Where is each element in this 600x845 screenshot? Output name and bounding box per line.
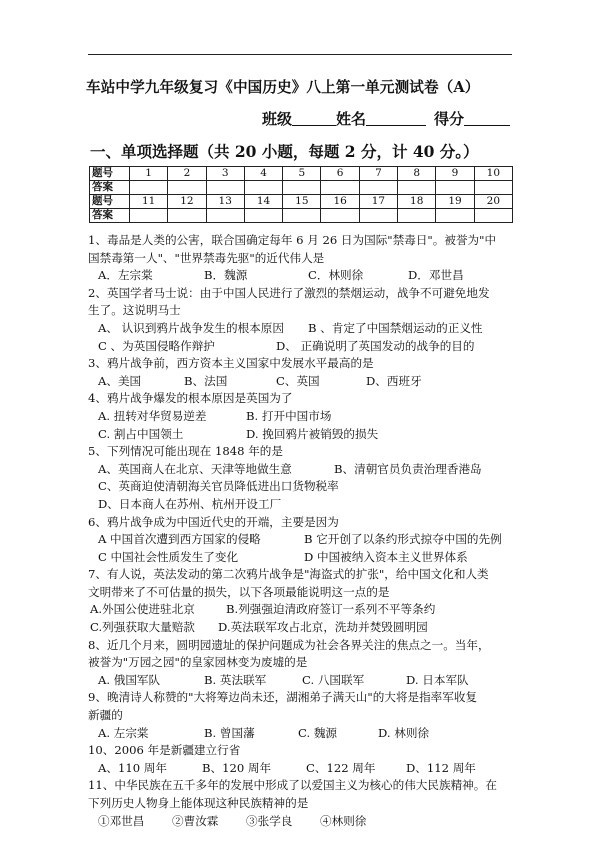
class-label: 班级	[262, 110, 293, 128]
answer-cell[interactable]	[474, 181, 512, 195]
option: B、120 周年	[202, 760, 272, 775]
row-label: 答案	[90, 181, 130, 195]
question-number: 3	[206, 167, 244, 181]
question-number: 11	[130, 195, 168, 209]
table-row	[90, 181, 513, 195]
question-stem: 6、鸦片战争成为中国近代史的开端，主要是因为	[88, 514, 339, 529]
option: ②曹汝霖	[172, 813, 219, 828]
option: B、法国	[184, 373, 228, 388]
option-row	[88, 531, 518, 549]
option: C、英商迫使清朝海关官员降低进出口货物税率	[98, 479, 339, 494]
option-row	[88, 760, 518, 778]
option: C、122 周年	[306, 760, 376, 775]
option-row	[88, 813, 518, 831]
option: B 它开创了以条约形式掠夺中国的先例	[304, 532, 502, 547]
option-row	[88, 672, 518, 690]
option: A．左宗棠	[98, 268, 153, 283]
table-row	[90, 209, 513, 223]
option: A.外国公使进驻北京	[90, 602, 195, 617]
question-stem: 11、中华民族在五千多年的发展中形成了以爱国主义为核心的伟大民族精神。在	[88, 778, 497, 793]
student-info-line	[262, 108, 510, 129]
option: B 、肯定了中国禁烟运动的正义性	[308, 320, 483, 335]
answer-cell[interactable]	[168, 181, 206, 195]
question-stem: 下列历史人物身上能体现这种民族精神的是	[88, 796, 309, 810]
option-row	[88, 549, 518, 567]
table-row	[90, 167, 513, 181]
name-blank[interactable]	[366, 110, 426, 126]
option: A. 俄国军队	[98, 672, 161, 687]
option: B. 曾国藩	[204, 725, 255, 740]
option-row	[88, 408, 518, 426]
answer-cell[interactable]	[436, 181, 474, 195]
row-label: 题号	[90, 195, 130, 209]
option: ①邓世昌	[98, 813, 145, 828]
option: D、 正确说明了英国发动的战争的目的	[276, 338, 475, 353]
top-rule	[88, 54, 512, 55]
option: B.列强强迫清政府签订一系列不平等条约	[226, 602, 436, 617]
answer-cell[interactable]	[436, 209, 474, 223]
answer-cell[interactable]	[206, 181, 244, 195]
question-number: 15	[283, 195, 321, 209]
answer-cell[interactable]	[474, 209, 512, 223]
table-row	[90, 195, 513, 209]
question-stem: 新疆的	[88, 708, 123, 723]
question-stem: 生了。这说明马士	[88, 303, 181, 318]
option: C、英国	[276, 373, 320, 388]
score-label: 得分	[434, 110, 465, 128]
question-number: 7	[359, 167, 397, 181]
score-blank[interactable]	[464, 110, 510, 126]
question-stem: 4、鸦片战争爆发的根本原因是英国为了	[88, 391, 293, 406]
option: A. 左宗棠	[98, 725, 149, 740]
option: A 中国首次遭到西方国家的侵略	[98, 532, 261, 547]
option: D、日本商人在苏州、杭州开设工厂	[98, 496, 282, 511]
option: A. 扭转对华贸易逆差	[98, 408, 207, 423]
question-number: 13	[206, 195, 244, 209]
exam-title: 车站中学九年级复习《中国历史》八上第一单元测试卷（A）	[86, 79, 480, 96]
answer-cell[interactable]	[244, 181, 282, 195]
answer-cell[interactable]	[244, 209, 282, 223]
answer-cell[interactable]	[283, 181, 321, 195]
answer-cell[interactable]	[168, 209, 206, 223]
question-number: 18	[398, 195, 436, 209]
option-row	[88, 725, 518, 743]
option-row	[88, 267, 518, 285]
answer-cell[interactable]	[283, 209, 321, 223]
answer-cell[interactable]	[130, 209, 168, 223]
option: A、美国	[98, 373, 142, 388]
option: D. 日本军队	[406, 672, 469, 687]
question-stem: 7、有人说，英法发动的第二次鸦片战争是"海盗式的扩张"，给中国文化和人类	[88, 567, 489, 582]
name-label: 姓名	[336, 110, 367, 128]
answer-cell[interactable]	[359, 209, 397, 223]
question-number: 10	[474, 167, 512, 181]
answer-cell[interactable]	[398, 209, 436, 223]
option-row	[88, 320, 518, 338]
option: D. 挽回鸦片被销毁的损失	[246, 426, 379, 441]
question-number: 6	[321, 167, 359, 181]
question-stem: 国禁毒第一人"、"世界禁毒先驱"的近代伟人是	[88, 250, 325, 265]
question-number: 14	[244, 195, 282, 209]
question-stem: 1、毒品是人类的公害，联合国确定每年 6 月 26 日为国际"禁毒日"。被誉为"中	[88, 233, 497, 247]
answer-cell[interactable]	[130, 181, 168, 195]
question-number: 12	[168, 195, 206, 209]
option: B. 英法联军	[204, 672, 267, 687]
question-number: 17	[359, 195, 397, 209]
question-stem: 3、鸦片战争前，西方资本主义国家中发展水平最高的是	[88, 356, 374, 371]
option: D、112 周年	[406, 760, 476, 775]
option: A、 认识到鸦片战争发生的根本原因	[98, 320, 284, 335]
option-row	[88, 461, 518, 479]
question-number: 19	[436, 195, 474, 209]
section-heading: 一、单项选择题（共 20 小题，每题 2 分，计 40 分。）	[90, 142, 479, 161]
question-stem: 2、英国学者马士说：由于中国人民进行了激烈的禁烟运动，战争不可避免地发	[88, 285, 490, 300]
answer-cell[interactable]	[206, 209, 244, 223]
option: ③张学良	[246, 813, 293, 828]
option-row	[88, 619, 518, 637]
option-row	[88, 338, 518, 356]
option-row	[88, 373, 518, 391]
question-stem: 9、晚清诗人称赞的"大将筹边尚未还，湖湘弟子满天山"的大将是指率军收复	[88, 690, 478, 705]
row-label: 答案	[90, 209, 130, 223]
question-number: 1	[130, 167, 168, 181]
question-stem: 文明带来了不可估量的损失，以下各项最能说明这一点的是	[88, 584, 390, 599]
question-number: 16	[321, 195, 359, 209]
question-number: 8	[398, 167, 436, 181]
option: ④林则徐	[320, 813, 367, 828]
answer-cell[interactable]	[321, 209, 359, 223]
option: C. 魏源	[298, 725, 338, 740]
answer-table	[89, 166, 513, 223]
option: C. 八国联军	[302, 672, 365, 687]
option: D．邓世昌	[408, 268, 464, 283]
option: D.英法联军攻占北京，洗劫并焚毁圆明园	[218, 620, 428, 635]
option: B. 打开中国市场	[246, 408, 332, 423]
question-number: 9	[436, 167, 474, 181]
option: B．魏源	[204, 268, 248, 283]
option: C．林则徐	[308, 268, 364, 283]
row-label: 题号	[90, 167, 130, 181]
question-number: 20	[474, 195, 512, 209]
option-row	[88, 601, 518, 619]
answer-cell[interactable]	[321, 181, 359, 195]
class-blank[interactable]	[292, 110, 336, 126]
option: D、西班牙	[366, 373, 422, 388]
option: C.列强获取大量赔款	[90, 620, 195, 635]
question-list	[88, 232, 518, 830]
answer-cell[interactable]	[359, 181, 397, 195]
option: A、英国商人在北京、天津等地做生意	[98, 461, 292, 476]
option: C 、为英国侵略作辩护	[98, 338, 215, 353]
option-row	[88, 426, 518, 444]
question-stem: 8、近几个月来，圆明园遗址的保护问题成为社会各界关注的焦点之一。当年，	[88, 637, 490, 652]
answer-cell[interactable]	[398, 181, 436, 195]
option: C 中国社会性质发生了变化	[98, 549, 239, 564]
option: B、清朝官员负责治理香港岛	[334, 461, 482, 476]
option: D. 林则徐	[378, 725, 430, 740]
option: A、110 周年	[98, 760, 167, 775]
question-number: 5	[283, 167, 321, 181]
question-stem: 10、2006 年是新疆建立行省	[88, 743, 241, 758]
question-number: 2	[168, 167, 206, 181]
question-stem: 5、下列情况可能出现在 1848 年的是	[88, 444, 283, 459]
option: C. 割占中国领土	[98, 426, 184, 441]
question-number: 4	[244, 167, 282, 181]
question-stem: 被誉为"万园之园"的皇家园林变为废墟的是	[88, 655, 308, 670]
option: D 中国被纳入资本主义世界体系	[304, 549, 468, 564]
